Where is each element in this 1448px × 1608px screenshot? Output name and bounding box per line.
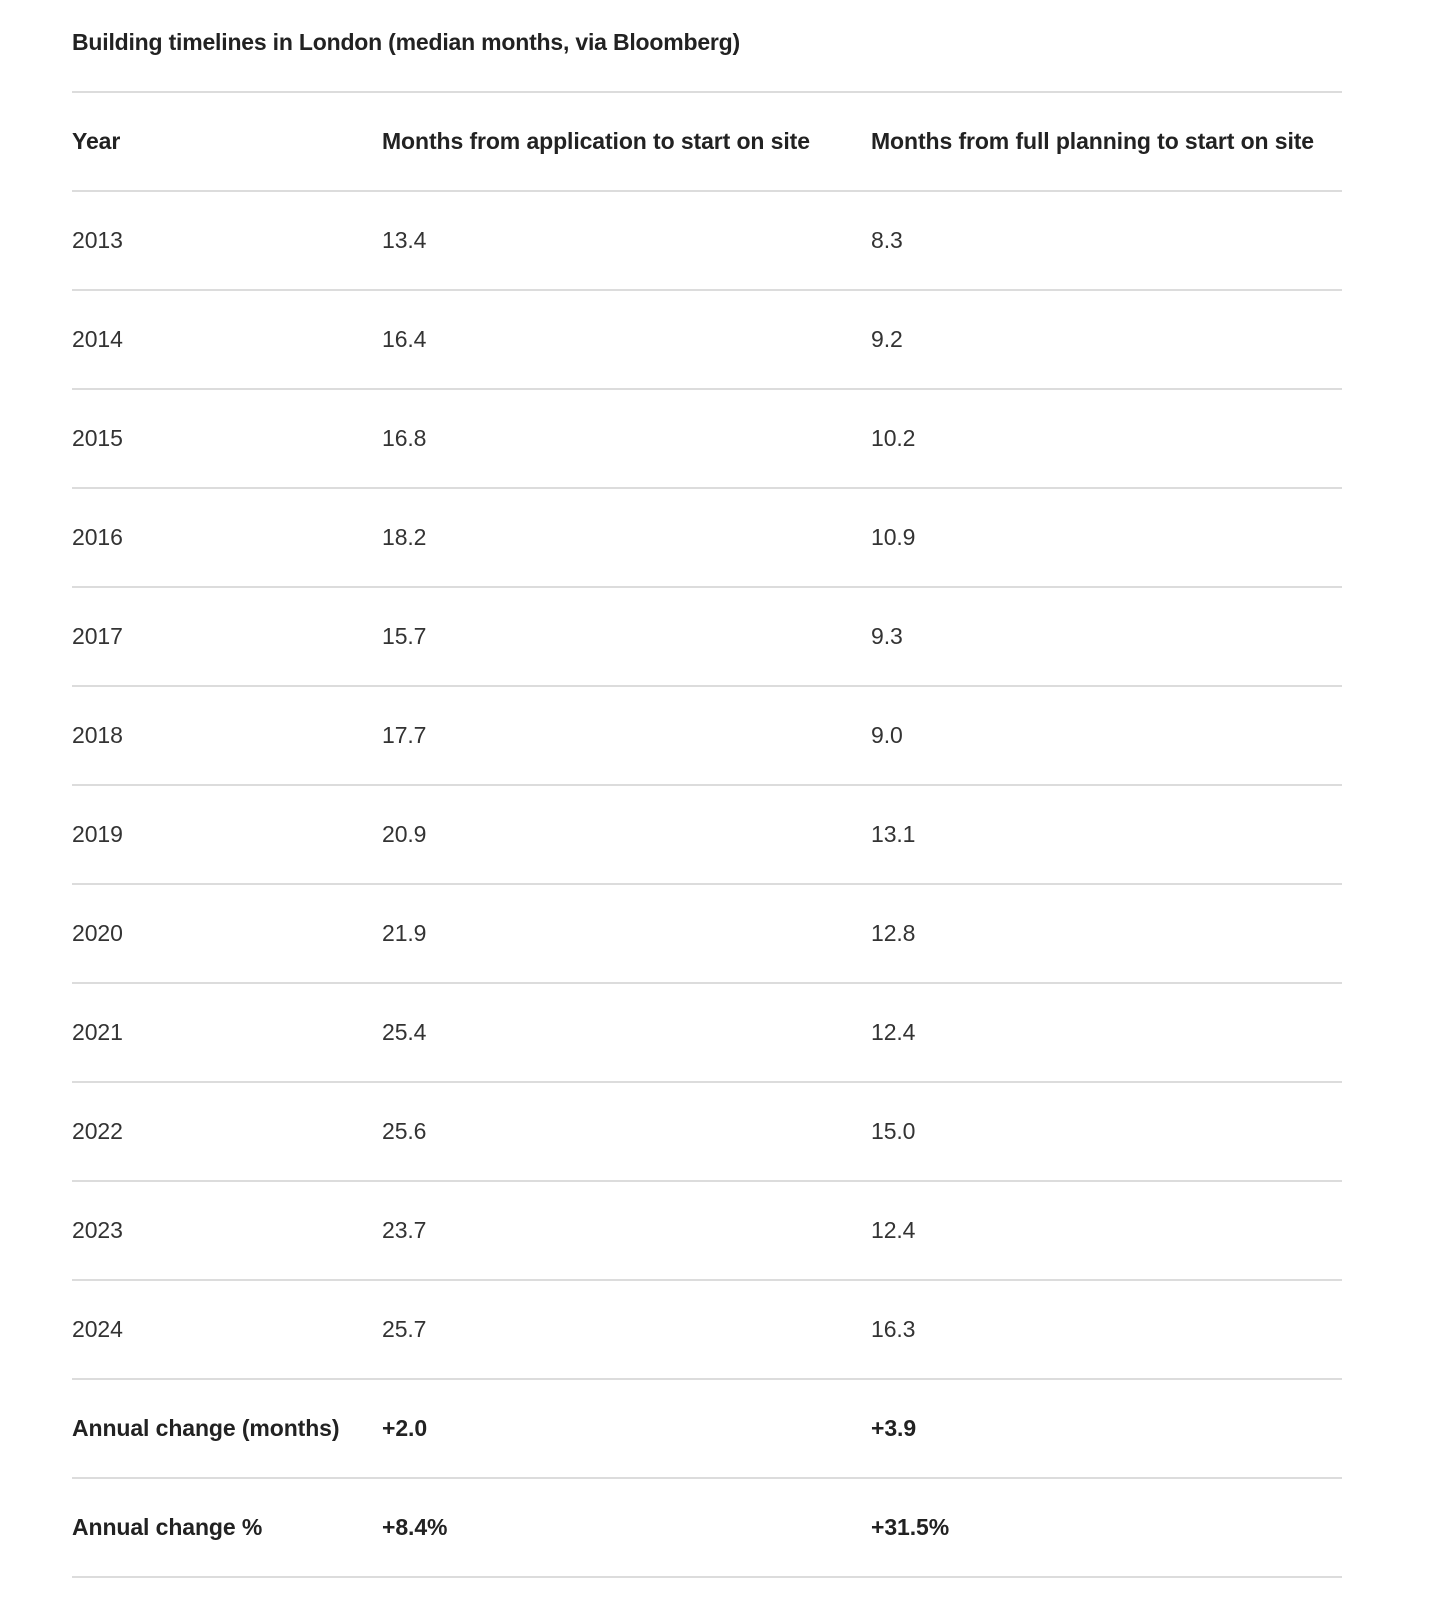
summary-planning-value: +31.5% <box>871 1478 1342 1577</box>
cell-planning-months: 8.3 <box>871 191 1342 290</box>
table-row <box>72 884 1342 983</box>
table-row <box>72 488 1342 587</box>
cell-year: 2018 <box>72 686 382 785</box>
table-row <box>72 1181 1342 1280</box>
cell-planning-months: 9.0 <box>871 686 1342 785</box>
cell-application-months: 16.8 <box>382 389 871 488</box>
table-row <box>72 389 1342 488</box>
cell-application-months: 25.6 <box>382 1082 871 1181</box>
table-row <box>72 1082 1342 1181</box>
table-row <box>72 290 1342 389</box>
cell-year: 2014 <box>72 290 382 389</box>
cell-application-months: 18.2 <box>382 488 871 587</box>
table-row <box>72 686 1342 785</box>
cell-year: 2020 <box>72 884 382 983</box>
cell-application-months: 25.4 <box>382 983 871 1082</box>
cell-planning-months: 16.3 <box>871 1280 1342 1379</box>
summary-application-value: +2.0 <box>382 1379 871 1478</box>
cell-application-months: 20.9 <box>382 785 871 884</box>
summary-row-annual-change-months <box>72 1379 1342 1478</box>
table-row <box>72 1280 1342 1379</box>
cell-planning-months: 12.8 <box>871 884 1342 983</box>
cell-application-months: 15.7 <box>382 587 871 686</box>
cell-year: 2016 <box>72 488 382 587</box>
table-row <box>72 785 1342 884</box>
table-row <box>72 983 1342 1082</box>
summary-application-value: +8.4% <box>382 1478 871 1577</box>
cell-planning-months: 12.4 <box>871 1181 1342 1280</box>
cell-planning-months: 10.2 <box>871 389 1342 488</box>
cell-planning-months: 10.9 <box>871 488 1342 587</box>
table-row <box>72 191 1342 290</box>
cell-year: 2024 <box>72 1280 382 1379</box>
cell-planning-months: 9.3 <box>871 587 1342 686</box>
cell-application-months: 23.7 <box>382 1181 871 1280</box>
cell-planning-months: 13.1 <box>871 785 1342 884</box>
cell-year: 2017 <box>72 587 382 686</box>
cell-planning-months: 12.4 <box>871 983 1342 1082</box>
cell-year: 2021 <box>72 983 382 1082</box>
cell-year: 2022 <box>72 1082 382 1181</box>
header-year: Year <box>72 92 382 191</box>
cell-application-months: 21.9 <box>382 884 871 983</box>
summary-label: Annual change (months) <box>72 1379 382 1478</box>
header-application-to-start: Months from application to start on site <box>382 92 871 191</box>
summary-planning-value: +3.9 <box>871 1379 1342 1478</box>
cell-year: 2015 <box>72 389 382 488</box>
cell-planning-months: 9.2 <box>871 290 1342 389</box>
table-caption: Building timelines in London (median months, via Bloomberg) <box>72 29 740 55</box>
summary-row-annual-change-percent <box>72 1478 1342 1577</box>
cell-year: 2023 <box>72 1181 382 1280</box>
cell-application-months: 16.4 <box>382 290 871 389</box>
cell-application-months: 17.7 <box>382 686 871 785</box>
header-row <box>72 92 1342 191</box>
cell-planning-months: 15.0 <box>871 1082 1342 1181</box>
cell-application-months: 25.7 <box>382 1280 871 1379</box>
header-planning-to-start: Months from full planning to start on site <box>871 92 1342 191</box>
cell-application-months: 13.4 <box>382 191 871 290</box>
cell-year: 2019 <box>72 785 382 884</box>
summary-label: Annual change % <box>72 1478 382 1577</box>
building-timelines-table <box>72 91 1342 1578</box>
table-row <box>72 587 1342 686</box>
cell-year: 2013 <box>72 191 382 290</box>
